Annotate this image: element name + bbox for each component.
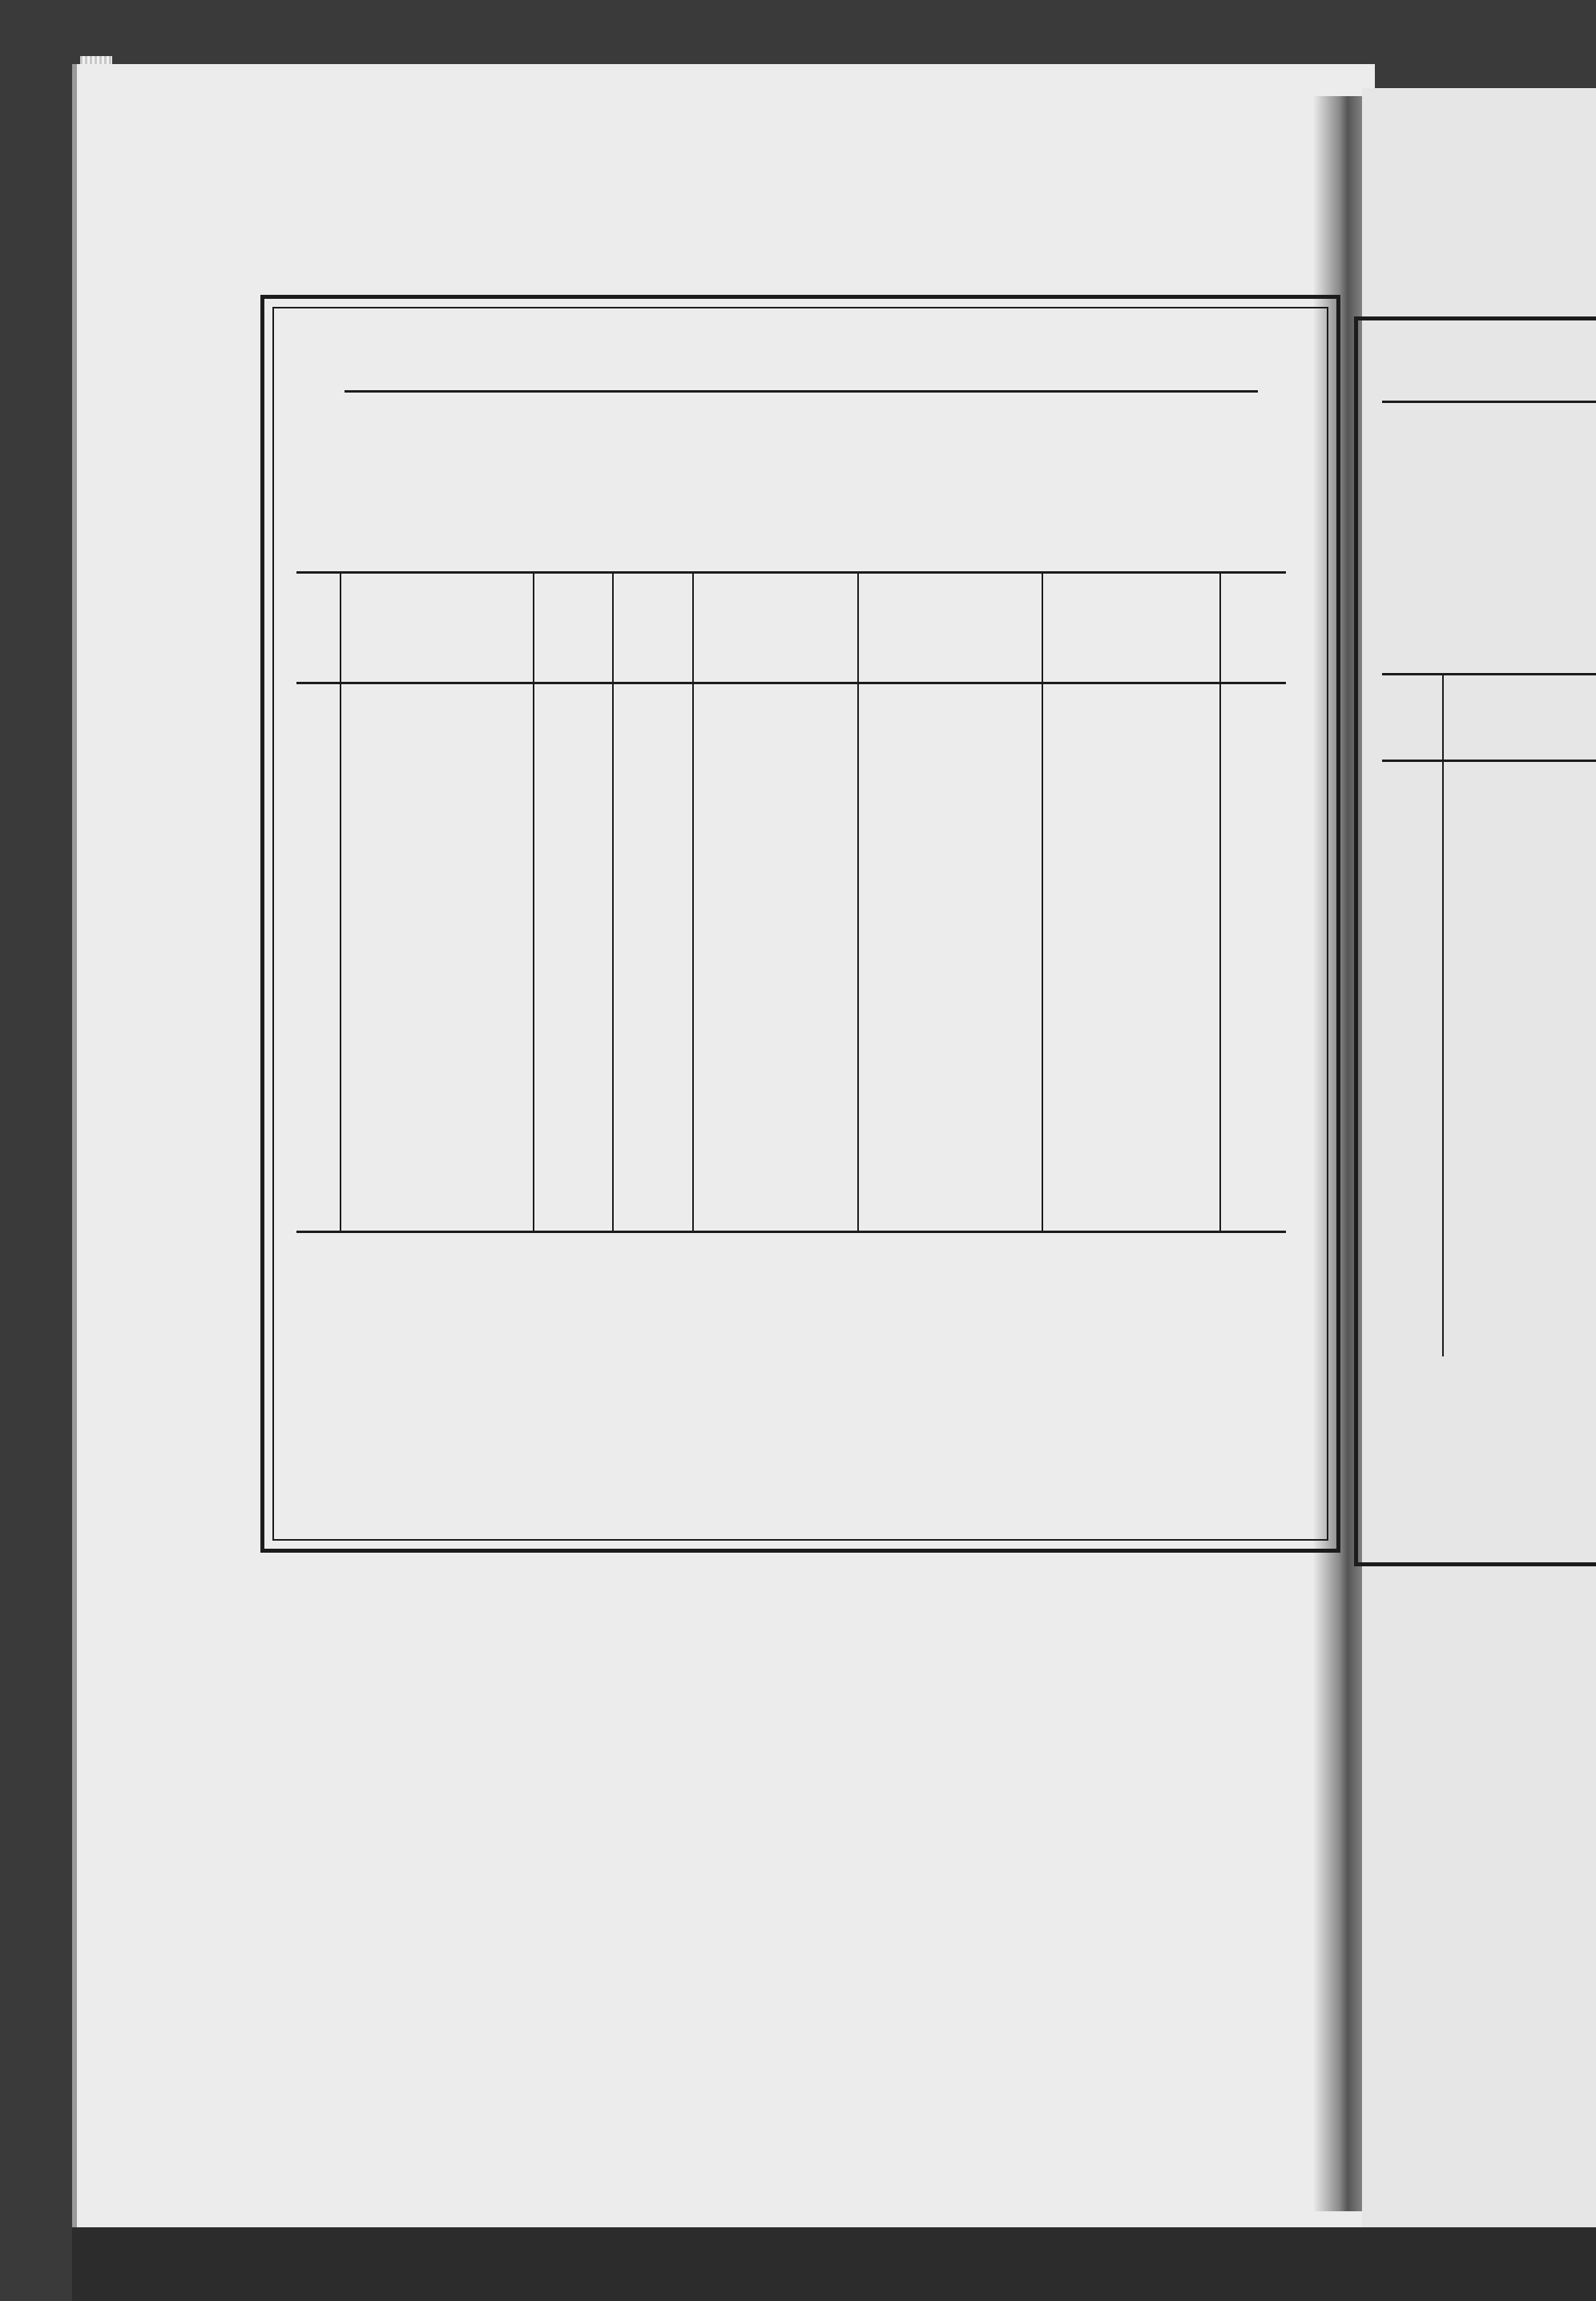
rule-table-top (296, 571, 1286, 574)
right-rule-2 (1382, 673, 1596, 675)
scan-background (72, 2227, 1596, 2301)
right-recipe (1398, 1566, 1596, 1775)
right-page-box (1354, 316, 1596, 1566)
ephemeris-table-body (264, 723, 1306, 1236)
moon-change-last-quarter (369, 534, 389, 562)
rule-header-bottom (296, 682, 1286, 684)
moon-change-first-quarter (369, 480, 389, 507)
moon-change-full (369, 507, 389, 534)
moon-change-new (369, 453, 389, 480)
rule-table-bottom (296, 1231, 1286, 1233)
right-rule-3 (1382, 760, 1596, 762)
rule-top (345, 390, 1258, 393)
right-rule (1382, 401, 1596, 403)
september-calendar-box (260, 295, 1340, 1553)
right-entries-list (1358, 809, 1596, 1370)
